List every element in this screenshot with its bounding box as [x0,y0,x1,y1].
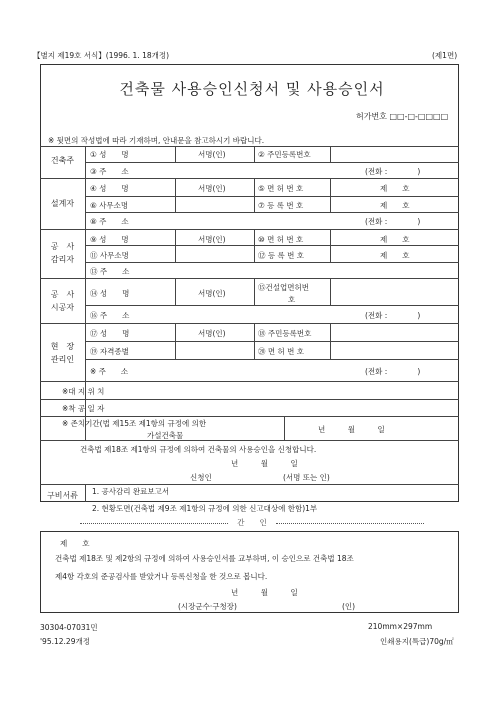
rule [85,359,459,360]
approval-number: 제 호 [60,539,90,548]
rule [254,146,255,162]
owner-name-label: ① 성 명 [90,150,129,159]
contractor-license-label-cont: 호 [288,295,296,304]
approval-date: 년 월 일 [231,588,298,597]
supervisor-office-label: ⑪ 사무소명 [90,251,129,260]
rule [175,229,176,262]
supervisor-name-label: ⑨ 성 명 [90,235,129,244]
rule [85,484,86,502]
owner-phone: (전화 : ) [365,167,421,176]
rule [330,178,331,212]
contractor-address-label: ⑯ 주 소 [90,311,130,320]
supervisor-regno-value: 제 호 [380,251,410,260]
rule [85,341,459,342]
site-location-label: ※대 지 위 치 [62,387,105,396]
rule [284,416,285,440]
rule [85,162,459,163]
designer-license-value: 제 호 [380,184,410,193]
form-frame [40,64,459,502]
rule [175,323,176,359]
supervisor-section-line1: 공 사 [50,242,75,251]
designer-license-label: ⑤ 면 허 번 호 [258,184,304,193]
temp-period-label: ※ 존치기간(법 제15조 제1항의 규정에 의한 [62,419,207,428]
manager-phone: (전화 : ) [365,367,421,376]
rule [85,146,86,381]
form-header-left: 【별지 제19호 서식】(1996. 1. 18개정) [33,51,170,60]
manager-name-sign: 서명(인) [198,329,226,338]
paper-size: 210mm×297mm [368,622,433,631]
contractor-section-label [40,288,85,314]
manager-section-line2: 관리인 [50,355,75,364]
rule [40,229,459,230]
rule [330,278,331,305]
rule [330,146,331,162]
manager-qualification-label: ⑲ 자격종별 [90,347,129,356]
application-statement: 건축법 제18조 제1항의 규정에 의하여 건축물의 사용승인을 신청합니다. [80,445,317,454]
rule [254,229,255,262]
designer-name-label: ④ 성 명 [90,184,129,193]
supervisor-license-label: ⑩ 면 허 번 호 [258,235,304,244]
rule [254,178,255,212]
required-doc-2: 2. 현황도면(건축법 제9조 제1항의 규정에 의한 신고대상에 한함)1부 [92,504,318,513]
rule [40,440,459,441]
rule [175,278,176,305]
form-code: 30304-07031민 [40,623,98,632]
contractor-name-sign: 서명(인) [198,289,226,298]
rule [254,278,255,305]
construction-start-label: ※착 공 일 자 [62,404,105,413]
contractor-section-line2: 시공자 [50,303,75,312]
rule [40,399,459,400]
rule [40,416,459,417]
rule [85,305,459,306]
rule [40,146,459,147]
designer-name-sign: 서명(인) [198,184,226,193]
designer-section-label: 설계자 [50,199,75,208]
designer-address-label: ⑧ 주 소 [90,217,129,226]
cut-seal-label: 간 인 [237,518,267,527]
approval-seal: (인) [342,602,356,611]
supervisor-section-line2: 감리자 [50,255,75,264]
manager-license-label: ⑳ 면 허 번 호 [258,347,305,356]
owner-regno-label: ② 주민등록번호 [258,150,311,159]
approval-authority: (시장군수·구청장) [178,602,237,611]
owner-section-label: 건축주 [50,156,75,165]
page-number: (제1면) [432,51,458,60]
supervisor-regno-label: ⑫ 등 록 번 호 [258,251,305,260]
designer-regno-label: ⑦ 등 록 번 호 [258,201,304,210]
rule [40,278,459,279]
designer-regno-value: 제 호 [380,201,410,210]
owner-address-label: ③ 주 소 [90,167,129,176]
rule [85,196,459,197]
manager-name-label: ⑰ 성 명 [90,329,130,338]
designer-office-label: ⑥ 사무소명 [90,201,129,210]
permit-number: 허가번호 □□-□-□□□□ [356,112,449,121]
supervisor-address-label: ⑬ 주 소 [90,267,130,276]
supervisor-name-sign: 서명(인) [198,235,226,244]
rule [40,178,459,179]
paper-spec: 인쇄용지(특급)70g/㎡ [380,637,454,646]
owner-name-sign: 서명(인) [198,150,226,159]
form-title: 건축물 사용승인신청서 및 사용승인서 [119,80,385,98]
rule [330,323,331,359]
supervisor-license-value: 제 호 [380,235,410,244]
temp-period-label-cont: 가설건축물 [147,431,184,440]
manager-section-line1: 현 장 [50,342,75,351]
rule [40,323,459,324]
rule [40,484,459,485]
rule [40,381,459,382]
application-date: 년 월 일 [231,459,298,468]
contractor-phone: (전화 : ) [365,311,421,320]
rule [175,146,176,162]
applicant-sign: (서명 또는 인) [283,473,330,482]
rule [330,229,331,262]
contractor-section-line1: 공 사 [50,290,75,299]
applicant-label: 신청인 [190,473,212,482]
rule [85,245,459,246]
instruction-note: ※ 뒷면의 작성법에 따라 기재하며, 안내문을 참고하시기 바랍니다. [48,136,265,145]
rule [85,212,459,213]
manager-section-label [40,340,85,366]
contractor-name-label: ⑭ 성 명 [90,289,130,298]
rule [85,262,459,263]
manager-regno-label: ⑱ 주민등록번호 [258,329,312,338]
temp-period-date: 년 월 일 [318,425,385,434]
form-revised: '95.12.29개정 [40,637,90,646]
manager-address-label: ※ 주 소 [90,367,129,376]
required-docs-label: 구비서류 [47,491,78,500]
designer-phone: (전화 : ) [365,217,421,226]
rule [175,178,176,212]
rule [254,323,255,359]
contractor-license-label: ⑮건설업면허번 [258,283,309,292]
approval-statement-line1: 건축법 제18조 및 제2항의 규정에 의하여 사용승인서를 교부하며, 이 승인으로 건축법 18조 [55,554,354,563]
approval-statement-line2: 제4항 각호의 준공검사를 받았거나 등록신청을 한 것으로 봅니다. [55,572,268,581]
required-doc-1: 1. 공사감리 완료보고서 [92,487,170,496]
supervisor-section-label [40,240,85,266]
